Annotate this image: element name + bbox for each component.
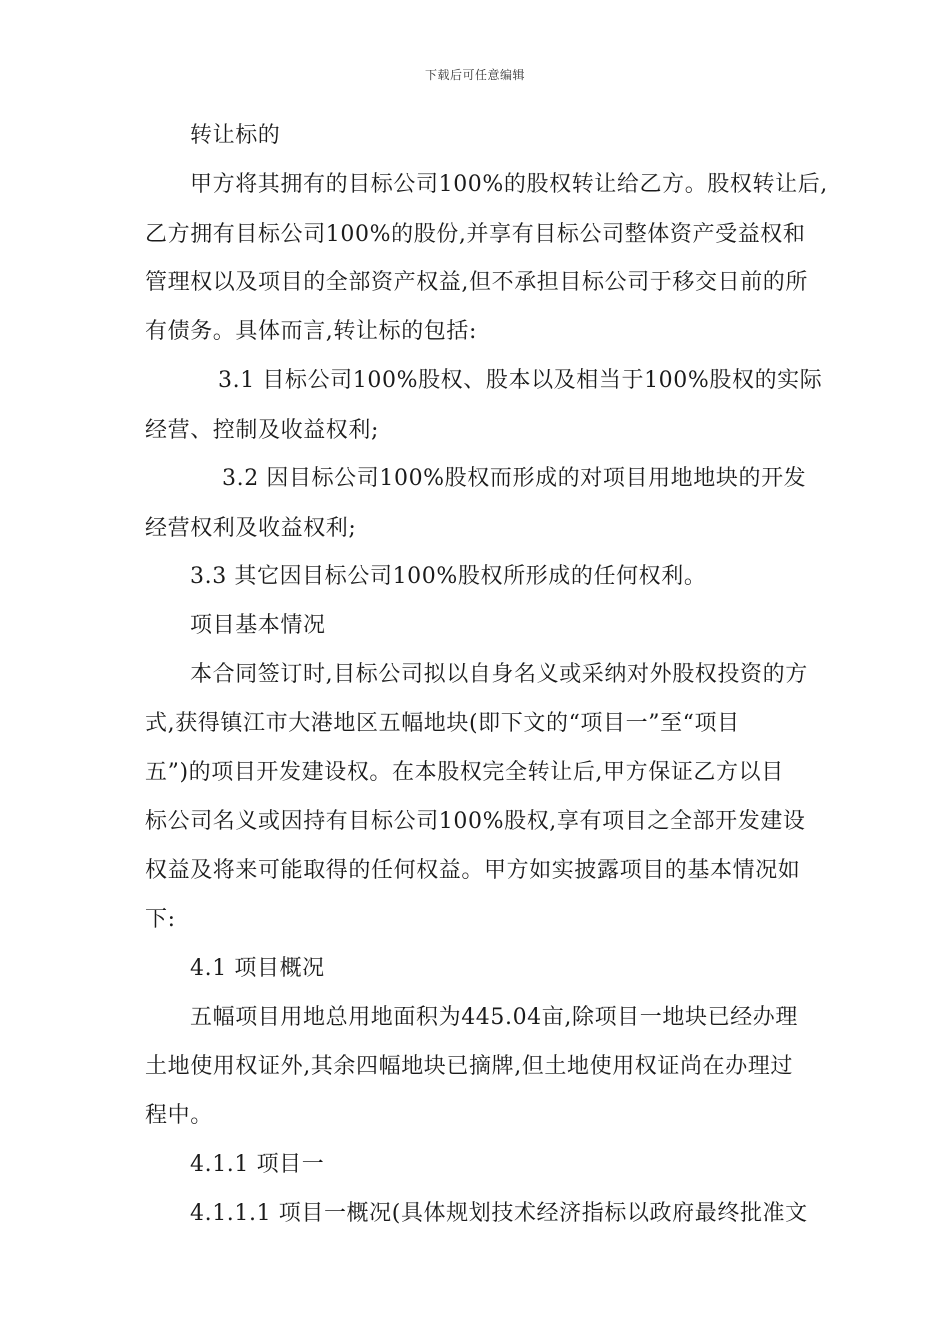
paragraph-line: 有债务。具体而言,转让标的包括: bbox=[145, 319, 478, 344]
page-header: 下载后可任意编辑 bbox=[424, 68, 525, 82]
clause-3-3: 3.3 其它因目标公司100%股权所形成的任何权利。 bbox=[190, 564, 707, 589]
clause-4-1-1: 4.1.1 项目一 bbox=[190, 1152, 325, 1177]
paragraph-line: 式,获得镇江市大港地区五幅地块(即下文的“项目一”至“项目 bbox=[145, 711, 740, 736]
paragraph-line: 管理权以及项目的全部资产权益,但不承担目标公司于移交日前的所 bbox=[145, 270, 808, 295]
clause-3-1: 3.1 目标公司100%股权、股本以及相当于100%股权的实际 bbox=[218, 368, 823, 393]
paragraph-line: 经营、控制及收益权利; bbox=[145, 418, 380, 443]
paragraph-line: 标公司名义或因持有目标公司100%股权,享有项目之全部开发建设 bbox=[145, 809, 806, 834]
section-heading-project-basics: 项目基本情况 bbox=[190, 613, 326, 638]
paragraph-line: 五幅项目用地总用地面积为445.04亩,除项目一地块已经办理 bbox=[190, 1005, 798, 1030]
clause-4-1: 4.1 项目概况 bbox=[190, 956, 325, 981]
section-heading-transfer-subject: 转让标的 bbox=[190, 123, 281, 148]
paragraph-line: 甲方将其拥有的目标公司100%的股权转让给乙方。股权转让后, bbox=[190, 172, 828, 197]
paragraph-line: 乙方拥有目标公司100%的股份,并享有目标公司整体资产受益权和 bbox=[145, 222, 806, 247]
paragraph-line: 经营权利及收益权利; bbox=[145, 516, 357, 541]
paragraph-line: 权益及将来可能取得的任何权益。甲方如实披露项目的基本情况如 bbox=[145, 858, 801, 883]
paragraph-line: 本合同签订时,目标公司拟以自身名义或采纳对外股权投资的方 bbox=[190, 662, 808, 687]
paragraph-line: 程中。 bbox=[145, 1103, 213, 1128]
clause-4-1-1-1: 4.1.1.1 项目一概况(具体规划技术经济指标以政府最终批准文 bbox=[190, 1201, 808, 1226]
paragraph-line: 下: bbox=[145, 907, 176, 932]
paragraph-line: 五”)的项目开发建设权。在本股权完全转让后,甲方保证乙方以目 bbox=[145, 760, 784, 785]
clause-3-2: 3.2 因目标公司100%股权而形成的对项目用地地块的开发 bbox=[222, 466, 807, 491]
paragraph-line: 土地使用权证外,其余四幅地块已摘牌,但土地使用权证尚在办理过 bbox=[145, 1054, 793, 1079]
